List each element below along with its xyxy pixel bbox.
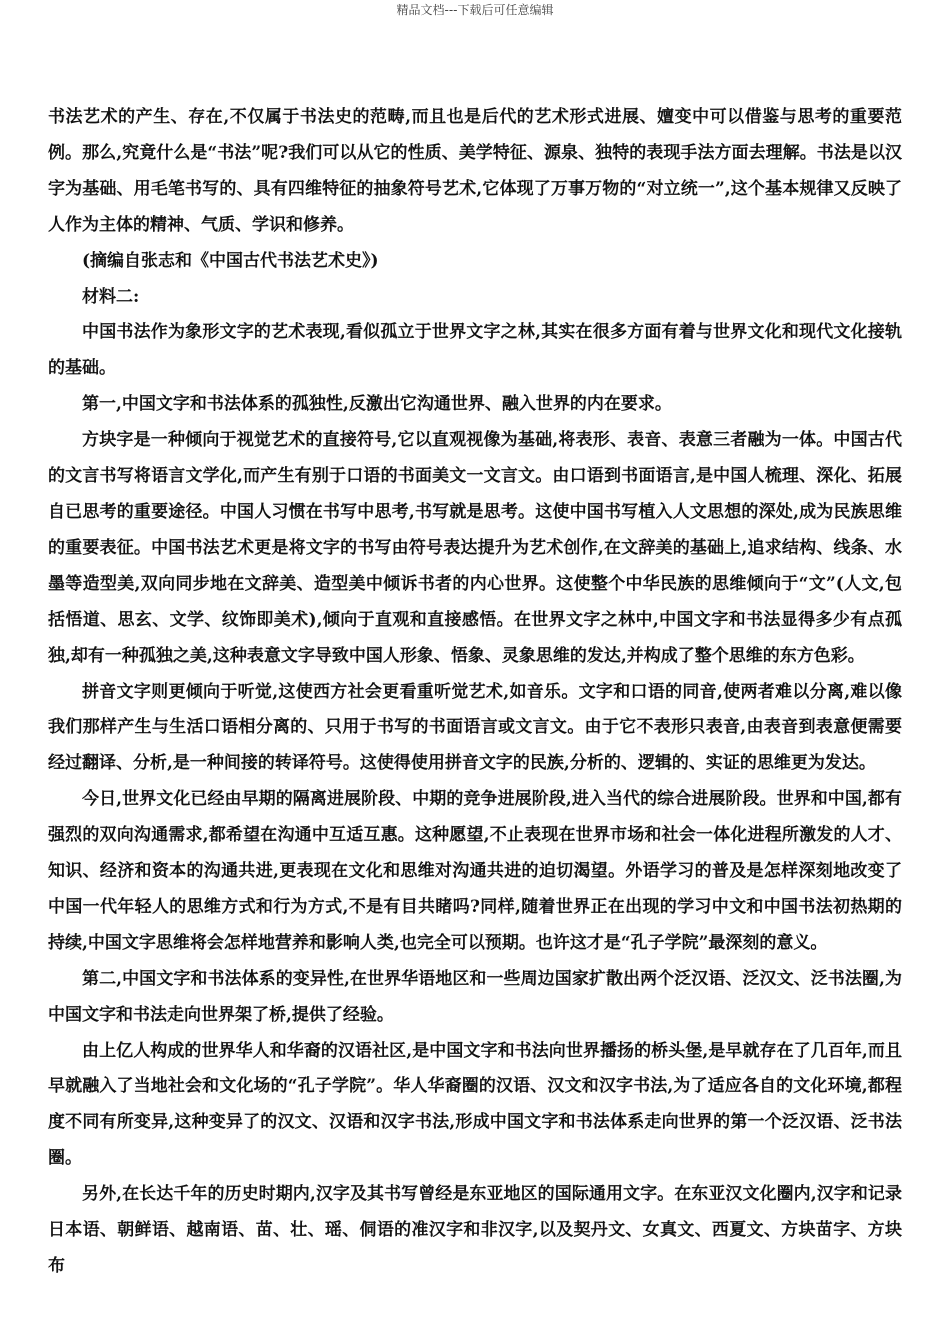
paragraph: 拼音文字则更倾向于听觉,这使西方社会更看重听觉艺术,如音乐。文字和口语的同音,使两者难以分离,难以像我们那样产生与生活口语相分离的、只用于书写的书面语言或文言文。由于它不表形只表音,由表音到表意便需要经过翻译、分析,是一种间接的转译符号。这使得使用拼音文字的民族,分析的、逻辑的、实证的思维更为发达。 — [48, 681, 902, 774]
paragraph: 第一,中国文字和书法体系的孤独性,反激出它沟通世界、融入世界的内在要求。 — [82, 394, 672, 415]
paragraph: 由上亿人构成的世界华人和华裔的汉语社区,是中国文字和书法向世界播扬的桥头堡,是早就存在了几百年,而且早就融入了当地社会和文化场的“孔子学院”。华人华裔圈的汉语、汉文和汉字书法,为了适应各自的文化环境,都程度不同有所变异,这种变异了的汉文、汉语和汉字书法,形成中国文字和书法体系走向世界的第一个泛汉语、泛书法圈。 — [48, 1040, 902, 1169]
paragraph: 今日,世界文化已经由早期的隔离进展阶段、中期的竞争进展阶段,进入当代的综合进展阶段。世界和中国,都有强烈的双向沟通需求,都希望在沟通中互适互惠。这种愿望,不止表现在世界市场和社会一体化进程所激发的人才、知识、经济和资本的沟通共进,更表现在文化和思维对沟通共进的迫切渴望。外语学习的普及是怎样深刻地改变了中国一代年轻人的思维方式和行为方式,不是有目共睹吗?同样,随着世界正在出现的学习中文和中国书法初热期的持续,中国文字思维将会怎样地营养和影响人类,也完全可以预期。也许这才是“孔子学院”最深刻的意义。 — [48, 789, 902, 953]
paragraph: 中国书法作为象形文字的艺术表现,看似孤立于世界文字之林,其实在很多方面有着与世界文化和现代文化接轨的基础。 — [48, 322, 902, 379]
paragraph: 方块字是一种倾向于视觉艺术的直接符号,它以直观视像为基础,将表形、表音、表意三者融为一体。中国古代的文言书写将语言文学化,而产生有别于口语的书面美文一文言文。由口语到书面语言,是中国人梳理、深化、拓展自已思考的重要途径。中国人习惯在书写中思考,书写就是思考。这使中国书写植入人文思想的深处,成为民族思维的重要表征。中国书法艺术更是将文字的书写由符号表达提升为艺术创作,在文辞美的基础上,追求结构、线条、水墨等造型美,双向同步地在文辞美、造型美中倾诉书者的内心世界。这使整个中华民族的思维倾向于“文”(人文,包括悟道、思玄、文学、纹饰即美术),倾向于直观和直接感悟。在世界文字之林中,中国文字和书法显得多少有点孤独,却有一种孤独之美,这种表意文字导致中国人形象、悟象、灵象思维的发达,并构成了整个思维的东方色彩。 — [48, 430, 902, 666]
section-heading: 材料二: — [82, 286, 140, 307]
article-body — [48, 100, 902, 1285]
page-header: 精品文档---下载后可任意编辑 — [396, 3, 554, 17]
source-citation: (摘编自张志和《中国古代书法艺术史》) — [82, 250, 379, 271]
paragraph: 第二,中国文字和书法体系的变异性,在世界华语地区和一些周边国家扩散出两个泛汉语、泛汉文、泛书法圈,为中国文字和书法走向世界架了桥,提供了经验。 — [48, 968, 902, 1025]
paragraph: 另外,在长达千年的历史时期内,汉字及其书写曾经是东亚地区的国际通用文字。在东亚汉文化圈内,汉字和记录日本语、朝鲜语、越南语、苗、壮、瑶、侗语的准汉字和非汉字,以及契丹文、女真文、西夏文、方块苗字、方块布 — [48, 1184, 902, 1276]
paragraph: 书法艺术的产生、存在,不仅属于书法史的范畴,而且也是后代的艺术形式进展、嬗变中可以借鉴与思考的重要范例。那么,究竟什么是“书法”呢?我们可以从它的性质、美学特征、源泉、独特的表现手法方面去理解。书法是以汉字为基础、用毛笔书写的、具有四维特征的抽象符号艺术,它体现了万事万物的“对立统一”,这个基本规律又反映了人作为主体的精神、气质、学识和修养。 — [48, 107, 902, 235]
